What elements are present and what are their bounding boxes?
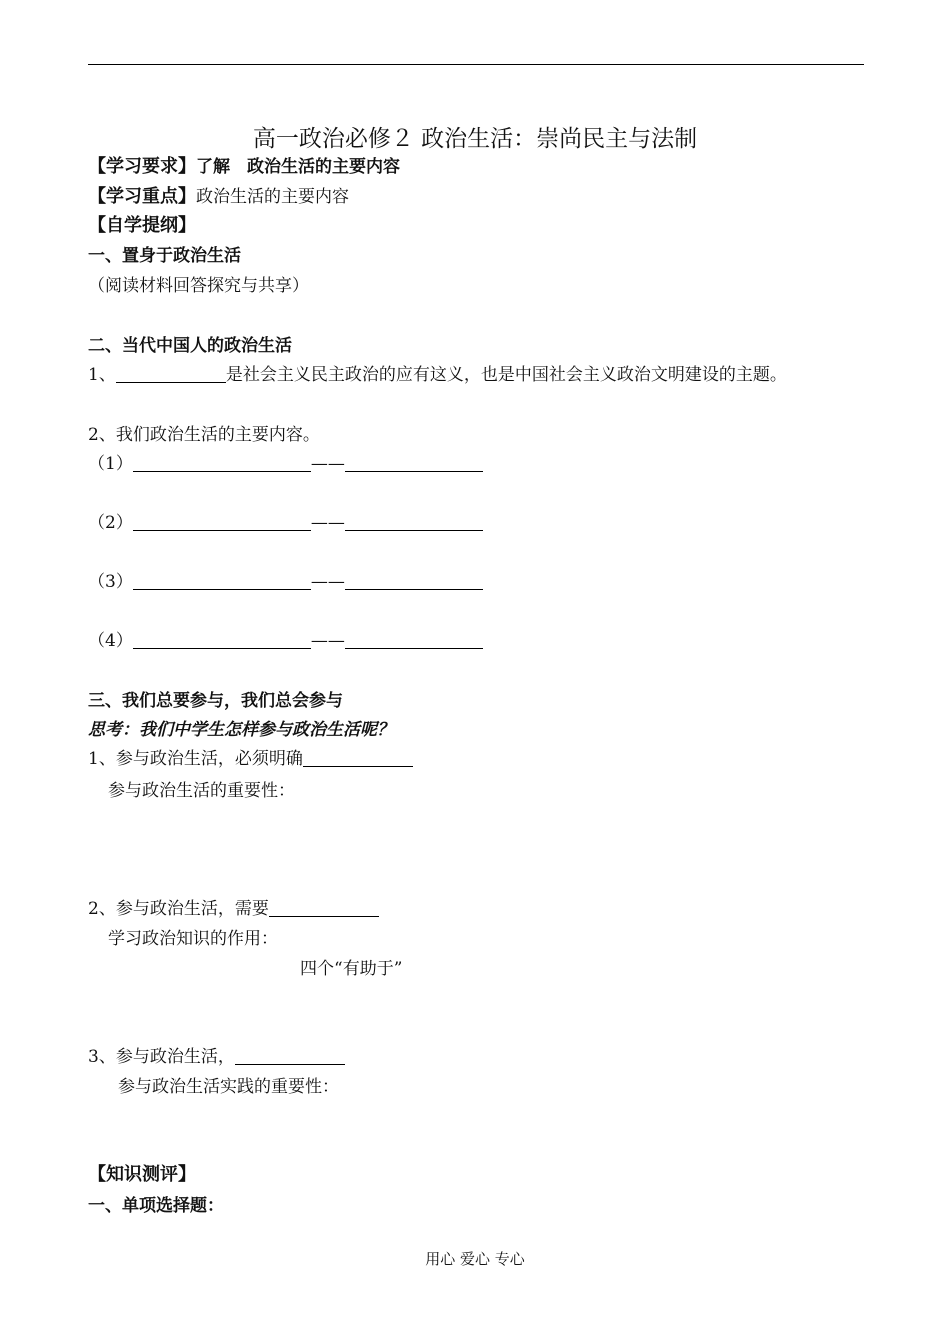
section-2-question-1: 1、 是社会主义民主政治的应有这义，也是中国社会主义政治文明建设的主题。 bbox=[88, 365, 787, 385]
content-item-2: （2） —— bbox=[88, 512, 483, 534]
four-helpful-points: 四个“有助于” bbox=[300, 959, 403, 979]
req-value: 了解 政治生活的主要内容 bbox=[196, 157, 400, 177]
study-requirement bbox=[88, 156, 400, 178]
fill-blank[interactable] bbox=[345, 630, 483, 649]
section-3-question-1: 1、参与政治生活，必须明确 bbox=[88, 748, 413, 770]
fill-blank[interactable] bbox=[345, 453, 483, 472]
section-1-note: （阅读材料回答探究与共享） bbox=[88, 276, 309, 296]
fill-blank[interactable] bbox=[116, 364, 226, 383]
content-item-4: （4） —— bbox=[88, 630, 483, 652]
single-choice-heading: 一、单项选择题： bbox=[88, 1196, 224, 1216]
section-2-question-2: 2、我们政治生活的主要内容。 bbox=[88, 425, 320, 445]
self-study-outline-heading: 【自学提纲】 bbox=[88, 215, 196, 236]
fill-blank[interactable] bbox=[345, 512, 483, 531]
page-title: 高一政治必修２ 政治生活：崇尚民主与法制 bbox=[252, 126, 698, 152]
focus-label: 【学习重点】 bbox=[88, 186, 196, 207]
req-label: 【学习要求】 bbox=[88, 156, 196, 177]
focus-value: 政治生活的主要内容 bbox=[196, 187, 349, 207]
section-3-think: 思考：我们中学生怎样参与政治生活呢？ bbox=[88, 720, 394, 740]
fill-blank[interactable] bbox=[133, 571, 311, 590]
section-3-heading: 三、我们总要参与，我们总会参与 bbox=[88, 691, 343, 711]
section-3-question-2: 2、参与政治生活，需要 bbox=[88, 898, 379, 920]
content-item-3: （3） —— bbox=[88, 571, 483, 593]
page-footer: 用心 爱心 专心 bbox=[425, 1250, 525, 1268]
section-2-heading: 二、当代中国人的政治生活 bbox=[88, 336, 292, 356]
content-item-1: （1） —— bbox=[88, 453, 483, 475]
section-3-question-2-sub: 学习政治知识的作用： bbox=[108, 929, 278, 949]
section-3-question-3: 3、参与政治生活， bbox=[88, 1046, 345, 1068]
fill-blank[interactable] bbox=[235, 1046, 345, 1065]
fill-blank[interactable] bbox=[133, 630, 311, 649]
fill-blank[interactable] bbox=[345, 571, 483, 590]
fill-blank[interactable] bbox=[303, 748, 413, 767]
fill-blank[interactable] bbox=[269, 898, 379, 917]
section-1-heading: 一、置身于政治生活 bbox=[88, 246, 241, 266]
fill-blank[interactable] bbox=[133, 453, 311, 472]
section-3-question-3-sub: 参与政治生活实践的重要性： bbox=[118, 1077, 339, 1097]
header-rule bbox=[88, 64, 864, 65]
study-focus bbox=[88, 186, 349, 208]
fill-blank[interactable] bbox=[133, 512, 311, 531]
knowledge-evaluation-heading: 【知识测评】 bbox=[88, 1164, 196, 1185]
section-3-question-1-sub: 参与政治生活的重要性： bbox=[108, 781, 295, 801]
